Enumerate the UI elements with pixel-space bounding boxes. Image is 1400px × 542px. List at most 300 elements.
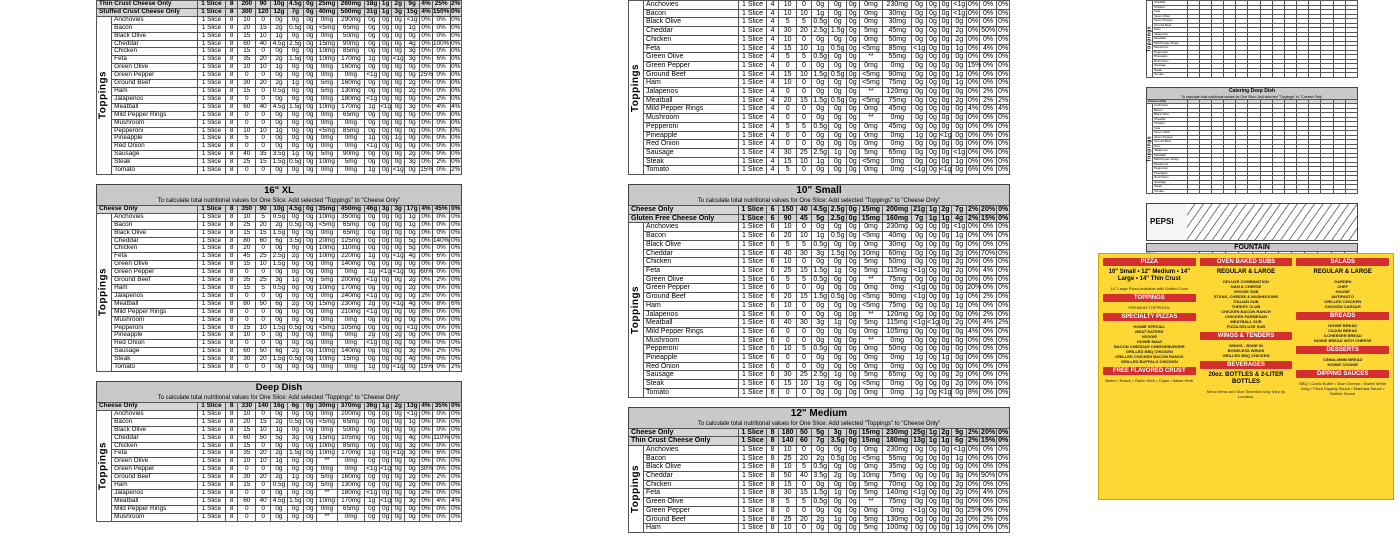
cell-value: 6 [766, 223, 779, 232]
free-crust-band: FREE FLAVORED CRUST [1103, 367, 1196, 375]
cell-value: 50 [256, 300, 271, 308]
cell-value: 0mg [338, 135, 365, 143]
cell-value: 0.5g [289, 323, 302, 331]
row-name: Cheese Only [1147, 99, 1188, 104]
cell-value: 0g [927, 371, 940, 380]
row-name: Pepperoni [112, 127, 198, 135]
cell-value: 0mg [316, 292, 337, 300]
row-name: Bacon [644, 9, 739, 18]
cell-value: 6 [766, 266, 779, 275]
cell-value: 0% [998, 380, 1009, 388]
cell-value: 0% [979, 463, 997, 472]
cell-value: 0 [796, 506, 811, 515]
cell-value: 0g [927, 140, 940, 149]
cell-value: 0g [304, 8, 317, 16]
cell-value: 0g [379, 229, 392, 237]
cell-value: 0g [927, 44, 940, 53]
cell-value: 15 [238, 32, 256, 40]
cell-value: 0% [432, 16, 450, 24]
cell-value: 0g [939, 445, 952, 454]
cell-value: 0g [364, 16, 379, 24]
cell-value: 15mg [316, 434, 337, 442]
row-name: Feta [644, 266, 739, 275]
cell-value: 0% [432, 458, 450, 466]
cell-value: 0g [927, 157, 940, 166]
cell-value: 0% [432, 24, 450, 32]
cell-value: 0mg [859, 327, 883, 336]
cell-value: 0.5g [289, 220, 302, 228]
cell-value: 0mg [859, 463, 883, 472]
cell-value: 0% [432, 111, 450, 119]
menu-card [1098, 253, 1394, 500]
cell-value: 0% [967, 148, 979, 156]
cell-value: 0% [451, 512, 461, 520]
cell-value: 2% [967, 206, 979, 214]
cell-value: 0g [379, 364, 392, 372]
cell-value: 0g [952, 463, 967, 472]
cell-value: 25 [796, 371, 811, 380]
cell-value: 0g [364, 458, 379, 466]
row-name: Ground Beef [112, 474, 198, 482]
cell-value: 0g [829, 258, 847, 267]
cell-value: 10 [256, 64, 271, 72]
cell-value: 1 Slice [739, 454, 767, 463]
cell-value: 0% [421, 63, 431, 71]
cell-value: 0g [304, 167, 317, 175]
cell-value: 0g [379, 127, 392, 135]
cell-value: 20 [796, 454, 811, 463]
cell-value: 0% [421, 102, 431, 110]
row-name: Bacon [644, 454, 739, 463]
cell-value: 40mg [883, 232, 912, 241]
cell-value: 0g [379, 72, 392, 80]
cell-value: 65mg [883, 148, 912, 157]
cell-value: 1 Slice [198, 410, 226, 418]
cell-value: 0% [979, 327, 997, 336]
cell-value: <1g [392, 252, 404, 260]
cell-value: 0mg [338, 269, 365, 277]
cell-value: 0g [927, 88, 940, 97]
cell-value: 0g [912, 232, 927, 241]
cell-value: 30 [779, 27, 797, 36]
cell-value: 0g [304, 402, 317, 410]
cell-value: 8 [225, 213, 238, 221]
cell-value: 0g [271, 167, 287, 175]
topping-row [629, 232, 1010, 241]
cell-value: 1 Slice [198, 205, 226, 213]
cell-value: 60 [796, 437, 811, 446]
cell-value: 110mg [338, 245, 365, 253]
cell-value: 0% [998, 454, 1009, 462]
topping-row [629, 258, 1010, 267]
cell-value: 0g [379, 16, 392, 24]
cell-value: 8 [225, 80, 238, 88]
cell-value: 0g [927, 380, 940, 389]
topping-row [629, 371, 1010, 380]
cell-value: 1 Slice [198, 300, 226, 308]
cell-value: 0g [392, 151, 405, 159]
cell-value: 1 Slice [739, 319, 767, 328]
topping-row [629, 114, 1010, 123]
cell-value: 0% [998, 166, 1009, 174]
cell-value: 0g [379, 489, 392, 497]
cell-value: 0g [811, 506, 829, 515]
menu-item: VEGGIE [1141, 334, 1157, 339]
cell-value: 0% [451, 252, 461, 260]
row-name: Thin Crust Cheese Only [629, 437, 739, 446]
cell-value: 10 [779, 1, 797, 10]
cell-value: 0g [271, 143, 287, 151]
cell-value: 0g [847, 310, 860, 319]
cell-value: 0g [304, 450, 317, 458]
cell-value: 0g [364, 127, 379, 135]
cell-value: 0g [927, 70, 940, 79]
cell-value: 20 [796, 515, 811, 524]
cell-value: 8 [225, 356, 238, 364]
cell-value: 0g [912, 472, 927, 481]
row-name: Steak [1153, 185, 1187, 190]
cell-value: 0g [304, 24, 317, 32]
cell-value: 8 [766, 524, 779, 533]
cell-value: 0% [421, 142, 431, 150]
row-name: Cheddar [112, 237, 198, 245]
row-name: Mild Pepper Rings [112, 505, 198, 513]
cell-value: 20% [981, 206, 996, 214]
cell-value: 0 [238, 292, 256, 300]
cell-value: 1g [405, 221, 420, 229]
cell-value: 180mg [338, 489, 365, 497]
cell-value: 0g [271, 505, 287, 513]
cell-value: 0g [927, 480, 940, 489]
cell-value: 2g [952, 27, 967, 36]
cell-value: 0mg [859, 61, 883, 70]
cell-value: 1.5g [272, 228, 286, 236]
cell-value: 5 [796, 122, 811, 131]
cell-value: 170mg [338, 497, 365, 505]
row-name: Gluten Free Cheese Only [629, 214, 739, 223]
cell-value: 0mg [859, 354, 883, 363]
cell-value: 0g [847, 232, 860, 241]
cell-value: 0g [952, 140, 967, 149]
cell-value: 0g [405, 292, 420, 300]
cell-value: 0g [939, 114, 952, 123]
cell-value: 0% [967, 524, 979, 532]
cell-value: 500mg [338, 8, 365, 16]
cell-value: 60% [420, 268, 433, 276]
cell-value: 1 Slice [739, 166, 767, 175]
cell-value: 8 [225, 482, 238, 490]
row-name: Cheddar [112, 40, 198, 48]
cell-value: 1g [952, 301, 967, 310]
cell-value: 0% [967, 44, 979, 52]
cell-value: 5g [811, 428, 829, 437]
cell-value: 0g [405, 167, 420, 175]
cell-value: 0g [939, 157, 952, 166]
cell-value: 0g [287, 458, 303, 466]
cell-value: 0g [939, 498, 952, 507]
cell-value: 0g [847, 524, 860, 533]
cell-value: 2g [405, 285, 420, 293]
cell-value: 130mg [883, 515, 912, 524]
cell-value: 160mg [338, 80, 365, 88]
cell-value: 5 [779, 53, 797, 62]
cell-value: 0g [912, 454, 927, 463]
cell-value: 0g [927, 301, 940, 310]
cell-value: 30 [238, 474, 256, 482]
cell-value: 0mg [338, 332, 365, 340]
cell-value: 0% [432, 410, 450, 418]
cell-value: 4.5g [272, 39, 286, 47]
cell-value: 0g [927, 61, 940, 70]
cell-value: 10 [779, 524, 797, 533]
cell-value: 13g [913, 437, 926, 445]
cell-value: 0g [379, 32, 392, 40]
cell-value: 0g [847, 18, 860, 27]
menu-item: GARDEN [1334, 279, 1352, 284]
cell-value: 0 [256, 87, 271, 95]
cell-value: 0 [238, 513, 256, 521]
cell-value: 0 [256, 111, 271, 119]
cell-value: 105mg [338, 324, 365, 332]
topping-row [629, 284, 1010, 293]
cell-value: 15 [779, 480, 797, 489]
cell-value: 8 [225, 434, 238, 442]
cell-value: 0g [952, 131, 967, 140]
cell-value: 8 [225, 167, 238, 175]
cell-value: 10 [256, 127, 271, 135]
cell-value: 8 [766, 463, 779, 472]
menu-item: CHEF [1337, 284, 1349, 289]
cell-value: 0.5g [272, 212, 286, 220]
section-header [628, 407, 1010, 428]
cell-value: 10 [256, 458, 271, 466]
cell-value: 0 [256, 135, 271, 143]
row-name: Cheddar [1153, 1, 1187, 6]
cell-value: 0g [392, 434, 405, 442]
cell-value: 0% [979, 480, 997, 489]
cell-value: 1 Slice [198, 95, 226, 103]
cell-value: 0% [421, 110, 431, 118]
cell-value: 0g [939, 18, 952, 27]
cell-value: 0g [847, 258, 860, 267]
topping-row [97, 103, 462, 111]
cell-value: 0% [451, 39, 461, 47]
cell-value: 2g [952, 319, 967, 328]
cell-value: 75mg [883, 79, 912, 88]
cell-value: 0g [379, 221, 392, 229]
cell-value: 0g [952, 88, 967, 97]
cell-value: 1 Slice [739, 27, 767, 36]
cell-value: 0% [421, 339, 431, 347]
toppings-label-cell [1147, 1, 1153, 78]
cell-value: 45mg [883, 122, 912, 131]
cell-value: 8 [225, 103, 238, 111]
row-name: Mushroom [644, 336, 739, 345]
cell-value: 0g [912, 105, 927, 114]
cell-value: 0g [304, 332, 317, 340]
toppings-label: Toppings [630, 464, 642, 514]
cell-value: 0g [811, 131, 829, 140]
cell-value: 0.5g [813, 345, 828, 353]
cell-value: 0g [392, 356, 405, 364]
cell-value: 0g [912, 240, 927, 249]
cell-value: 6 [766, 345, 779, 354]
cell-value: 0.5g [813, 240, 828, 248]
cell-value: 1 Slice [739, 148, 767, 157]
cell-value: 0% [432, 72, 450, 80]
cell-value: 0g [304, 466, 317, 474]
row-name: Red Onion [644, 140, 739, 149]
cell-value: 0g [364, 64, 379, 72]
cell-value: 15 [238, 48, 256, 56]
cell-value: 0% [967, 472, 979, 480]
cell-value: 4g [405, 40, 420, 48]
cell-value: 0 [238, 466, 256, 474]
cell-value: 0% [979, 336, 997, 345]
nutrition-section [96, 0, 462, 175]
cell-value: 0mg [316, 72, 337, 80]
menu-item: STEAK, CHEESE & MUSHROOMS [1213, 294, 1279, 299]
cell-value: 0g [829, 114, 847, 123]
cell-value: 0% [421, 47, 431, 55]
row-name: Green Pepper [112, 466, 198, 474]
cell-value: 0g [829, 61, 847, 70]
cell-value: 0 [256, 364, 271, 372]
cell-value: 8 [766, 428, 779, 437]
cell-value: 0g [939, 506, 952, 515]
cell-value: 4 [766, 140, 779, 149]
cell-value: 65mg [883, 371, 912, 380]
cell-value: 0 [256, 269, 271, 277]
cell-value: 15 [238, 426, 256, 434]
cell-value: 0% [421, 284, 431, 291]
cell-value: 0% [967, 114, 979, 122]
cell-value: 8 [225, 505, 238, 513]
cell-value: 0% [421, 276, 431, 284]
cell-value: 1 Slice [198, 40, 226, 48]
cell-value: 6 [766, 371, 779, 380]
cell-value: 0g [847, 240, 860, 249]
cell-value: 6 [766, 240, 779, 249]
topping-row [97, 111, 462, 119]
cell-value: 240mg [338, 292, 365, 300]
cell-value: 0% [432, 269, 450, 277]
cell-value: 0% [451, 417, 461, 425]
cell-value [1236, 73, 1248, 78]
cell-value: <1g [392, 299, 404, 307]
cell-value: 0g [912, 345, 927, 354]
cell-value: 1g [364, 269, 379, 277]
cell-value: 0% [979, 454, 997, 463]
cell-value: 5 [796, 463, 811, 472]
cell-value: 150 [779, 206, 797, 215]
cell-value: 0% [998, 223, 1009, 231]
cell-value: 125mg [338, 237, 365, 245]
cell-value: 1 Slice [739, 380, 767, 389]
cell-value: 10 [238, 458, 256, 466]
cell-value: 8 [225, 285, 238, 293]
cell-value: 5mg [338, 159, 365, 167]
cell-value: 0% [979, 9, 997, 18]
cell-value: 0% [998, 35, 1009, 43]
cell-value: <5mg [316, 24, 337, 32]
cell-value: 0% [967, 79, 979, 87]
cell-value: 10 [238, 213, 256, 221]
cell-value: 0g [392, 32, 405, 40]
cell-value: 10 [796, 70, 811, 79]
cell-value: 2g [405, 80, 420, 88]
cell-value: <1g [405, 324, 420, 332]
cell-value: 0% [432, 80, 450, 88]
cell-value: 25% [967, 506, 982, 514]
cell-value: 40 [256, 40, 271, 48]
menu-item: TURKEY CLUB [1231, 304, 1261, 309]
cell-value: 4g [405, 253, 420, 261]
cell-value: 1 Slice [198, 213, 226, 221]
cell-value: 0% [421, 299, 431, 307]
menu-item: CAJUN BREAD [1328, 328, 1358, 333]
cell-value: 0% [998, 249, 1009, 257]
cell-value: 2g [952, 249, 967, 258]
cell-value: 4 [766, 88, 779, 97]
cell-value: 0% [967, 498, 979, 506]
cell-value: 0g [912, 70, 927, 79]
cell-value [1187, 73, 1199, 78]
cell-value: 0g [939, 327, 952, 336]
cell-value: 1 Slice [198, 497, 226, 505]
cell-value: 4% [421, 401, 431, 409]
cell-value: 0g [939, 148, 952, 157]
cell-value: 0.5g [813, 498, 828, 506]
cell-value: 0% [451, 355, 461, 363]
cell-value: 0mg [316, 167, 337, 175]
cell-value: 1 Slice [198, 482, 226, 490]
cell-value: 2g [952, 489, 967, 498]
cell-value: 0g [939, 319, 952, 328]
topping-row [629, 524, 1010, 533]
cell-value: 0g [912, 445, 927, 454]
cell-value: 0 [796, 362, 811, 371]
cell-value: 15 [256, 418, 271, 426]
cell-value: 36g [364, 402, 379, 410]
cell-value: 0% [979, 18, 997, 27]
cell-value: 1 Slice [739, 1, 767, 10]
cell-value: 0% [979, 105, 997, 114]
cell-value: 0% [421, 228, 431, 236]
cell-value: 50mg [338, 32, 365, 40]
cell-value: 0mg [316, 364, 337, 372]
row-name: Mild Pepper Rings [644, 105, 739, 114]
cell-value: 1g [912, 131, 927, 140]
toppings-label-cell [97, 410, 112, 521]
cell-value: 0% [998, 206, 1009, 214]
cell-value: 6 [766, 214, 779, 223]
cell-value: 5mg [859, 524, 883, 533]
cell-value: 2g [287, 348, 303, 356]
cell-value: 0mg [883, 284, 912, 293]
cell-value: 0g [927, 506, 940, 515]
cell-value: 0% [979, 258, 997, 267]
cell-value: 0g [952, 122, 967, 131]
cell-value: 0g [811, 140, 829, 149]
cell-value: 0g [392, 119, 405, 127]
cell-value: 1 Slice [739, 506, 767, 515]
cell-value: 0% [451, 260, 461, 268]
cell-value: 2g [271, 24, 287, 32]
cell-value: 1.5g [813, 293, 828, 301]
cell-value: 6% [451, 299, 461, 307]
menu-item: MEATBALL SUB [1230, 319, 1262, 324]
